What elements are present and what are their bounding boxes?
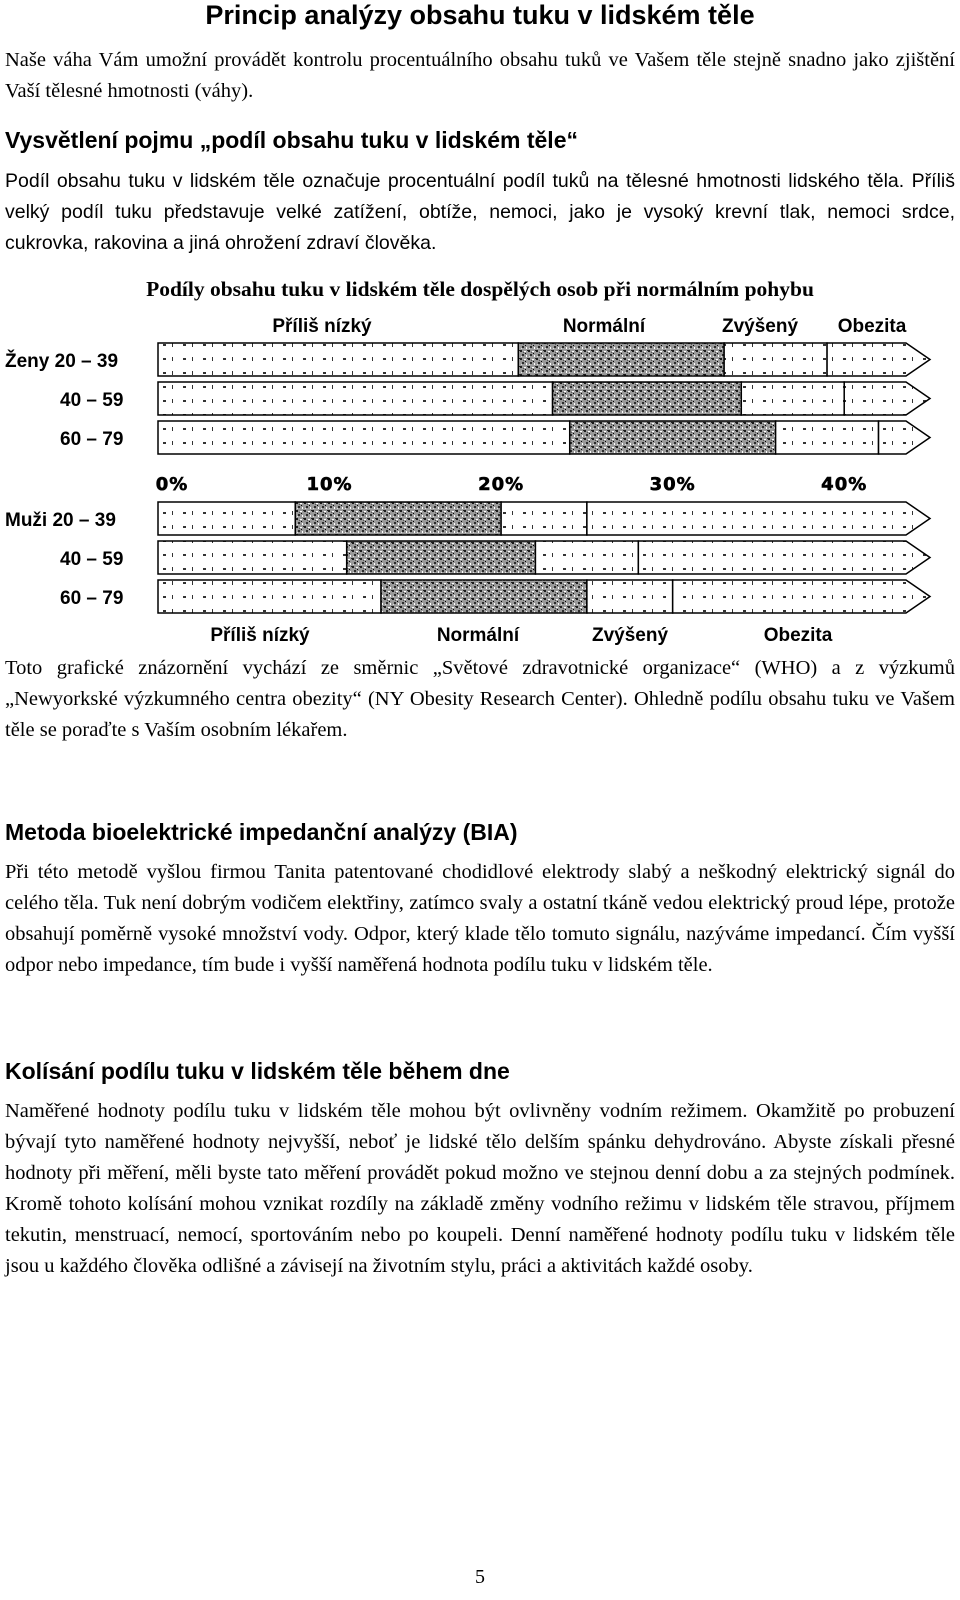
- bar-segment-obese-g1-r2: [673, 580, 930, 613]
- women-row-label-2: 60 – 79: [60, 429, 124, 450]
- men-row-label-2: 60 – 79: [60, 588, 124, 609]
- axis-tick-4: 40%: [821, 474, 868, 495]
- women-header-label-obese: Obezita: [837, 316, 907, 337]
- bar-segment-elevated-g1-r0: [501, 502, 587, 535]
- women-header-label-too-low: Příliš nízký: [272, 316, 372, 337]
- bar-segment-too-low-g0-r2: [158, 421, 570, 454]
- bar-segment-too-low-g1-r1: [158, 541, 347, 574]
- bar-segment-elevated-g1-r2: [587, 580, 673, 613]
- page-title: Princip analýzy obsahu tuku v lidském těle: [205, 0, 755, 30]
- bar-segment-elevated-g0-r2: [776, 421, 879, 454]
- axis-tick-1: 10%: [306, 474, 353, 495]
- page-number: 5: [475, 1566, 485, 1588]
- bar-segment-obese-g0-r0: [827, 343, 930, 376]
- men-footer-label-obese: Obezita: [763, 625, 833, 646]
- bar-segment-too-low-g1-r2: [158, 580, 381, 613]
- section-text-fat-definition: Podíl obsahu tuku v lidském těle označuje procentuální podíl tuků na tělesné hmotnosti lidského těla. Příliš velký podíl tuku představuje velké zatížení, obtíže, nemoci, jako je vysoký krevní tlak, nemoci srdce, cukrovka, rakovina a jiná ohrožení zdraví člověka.: [5, 170, 955, 254]
- bar-segment-obese-g1-r1: [638, 541, 930, 574]
- women-header-label-normal: Normální: [562, 316, 646, 337]
- bar-segment-normal-g0-r2: [570, 421, 776, 454]
- bar-segment-too-low-g1-r0: [158, 502, 295, 535]
- women-header-label-elevated: Zvýšený: [721, 316, 799, 337]
- men-row-label-1: 40 – 59: [60, 549, 124, 570]
- bar-segment-elevated-g1-r1: [535, 541, 638, 574]
- bar-segment-obese-g0-r1: [844, 382, 930, 415]
- men-footer-label-too-low: Příliš nízký: [210, 625, 310, 646]
- section-text-daily-variation: Naměřené hodnoty podílu tuku v lidském těle mohou být ovlivněny vodním režimem. Okamžitě po probuzení bývají tyto naměřené hodnoty nejvyšší, neboť je lidské tělo delším spánku dehydrováno. Abyste získali přesné hodnoty při měření, měli byste tato měření provádět pokud možno ve stejnou denní dobu a za stejných podmínek. Kromě tohoto kolísání mohou vznikat rozdíly na základě změny vodního režimu v lidském těle stravou, příjmem tekutin, menstruací, nemocí, sportováním nebo po koupeli. Denní naměřené hodnoty podílu tuku v lidském těle jsou u každého člověka odlišné a závisejí na životním stylu, práci a aktivitách každé osoby.: [5, 1100, 955, 1277]
- section-heading-bia: Metoda bioelektrické impedanční analýzy (BIA): [5, 819, 518, 845]
- bar-segment-normal-g0-r1: [553, 382, 742, 415]
- axis-tick-0: 0%: [155, 474, 189, 495]
- axis-tick-2: 20%: [478, 474, 525, 495]
- chart-title: Podíly obsahu tuku v lidském těle dospělých osob při normálním pohybu: [146, 277, 814, 301]
- bar-segment-obese-g1-r0: [587, 502, 930, 535]
- axis-tick-3: 30%: [649, 474, 696, 495]
- men-footer-label-elevated: Zvýšený: [591, 625, 669, 646]
- bar-segment-obese-g0-r2: [879, 421, 930, 454]
- men-footer-label-normal: Normální: [436, 625, 520, 646]
- bar-segment-normal-g1-r1: [347, 541, 536, 574]
- section-heading-fat-definition: Vysvětlení pojmu „podíl obsahu tuku v lidském těle“: [5, 127, 578, 153]
- bar-segment-normal-g1-r2: [381, 580, 587, 613]
- women-row-label-1: 40 – 59: [60, 390, 124, 411]
- bar-segment-elevated-g0-r1: [741, 382, 844, 415]
- women-row-label-0: Ženy 20 – 39: [5, 351, 119, 372]
- bar-segment-normal-g0-r0: [518, 343, 724, 376]
- bar-segment-normal-g1-r0: [295, 502, 501, 535]
- bar-segment-elevated-g0-r0: [724, 343, 827, 376]
- section-text-bia: Při této metodě vyšlou firmou Tanita patentované chodidlové elektrody slabý a neškodný elektrický signál do celého těla. Tuk není dobrým vodičem elektřiny, zatímco svaly a ostatní tkáně vedou elektrický proud lépe, protože obsahují poměrně vysoké množství vody. Odpor, který klade tělo tomuto signálu, nazýváme impedancí. Čím vyšší odpor nebo impedance, tím bude i vyšší naměřená hodnota podílu tuku v lidském těle.: [5, 861, 955, 976]
- bar-segment-too-low-g0-r1: [158, 382, 553, 415]
- men-row-label-0: Muži 20 – 39: [5, 510, 116, 531]
- section-heading-daily-variation: Kolísání podílu tuku v lidském těle během dne: [5, 1058, 510, 1084]
- bar-segment-too-low-g0-r0: [158, 343, 518, 376]
- intro-paragraph: Naše váha Vám umožní provádět kontrolu procentuálního obsahu tuků ve Vašem těle stejně snadno jako zjištění Vaší tělesné hmotnosti (váhy).: [5, 49, 955, 102]
- chart-source-paragraph: Toto grafické znázornění vychází ze směrnic „Světové zdravotnické organizace“ (WHO) a z výzkumů „Newyorkské výzkumného centra obezity“ (NY Obesity Research Center). Ohledně podílu obsahu tuku ve Vašem těle se poraďte s Vaším osobním lékařem.: [5, 657, 955, 741]
- body-fat-chart: [0, 310, 960, 650]
